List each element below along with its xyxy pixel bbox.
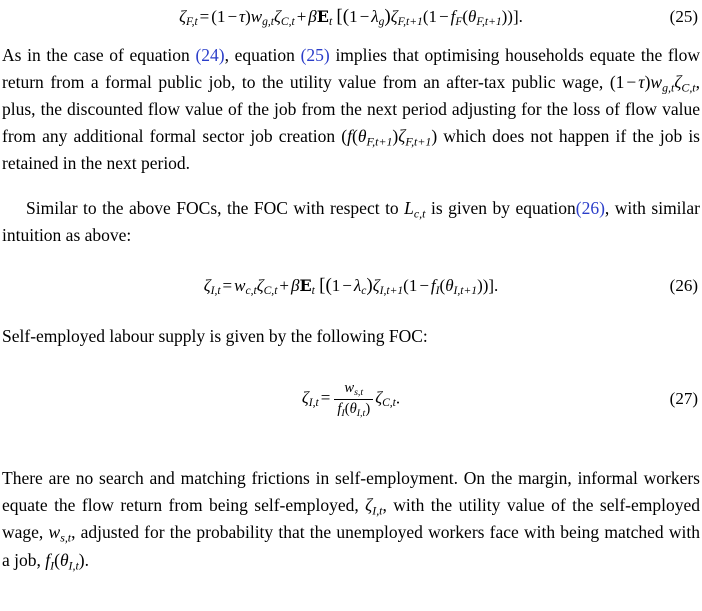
equation-26-body: $\zeta_{I,t} = w_{c,t}\zeta_{C,t} + \beta E_t$ $[(1 - \lambda_c)\zeta_{I,t+1}(1 - f_I(\theta_{I,t+1}))]$.	[203, 274, 499, 298]
paragraph-after-eq25	[2, 42, 700, 177]
paragraph-before-eq26	[2, 195, 700, 249]
equation-25-number: (25)	[669, 7, 698, 27]
p4-inline-math-2: $w_{s,t}$	[48, 522, 72, 545]
p1-text-3: implies that optimising households equate the flow return from a formal public job, to the utility value from an after-tax public wage,	[2, 45, 701, 92]
p2-text-2: is given by equation	[425, 197, 576, 218]
paper-page	[0, 6, 702, 611]
equation-ref-25[interactable]: (25)	[300, 45, 330, 66]
equation-25-row	[2, 6, 700, 28]
equation-25-body: $\zeta_{F,t} = (1 - \tau)w_{g,t}\zeta_{C,t} + \beta E_t$ $[(1 - \lambda_g)\zeta_{F,t+1}(1 - f_F(\theta_{F,t+1}))]$.	[179, 6, 523, 29]
p1-text-4: , plus, the discounted flow value of the job from the next period adjusting for the loss of flow value from any additional formal sector job creation	[2, 71, 700, 146]
p2-text-1: Similar to the above FOCs, the FOC with respect to	[26, 197, 405, 218]
fraction-ws-over-fi: $\frac{w_{s,t}}{f_I(\theta_{I,t})}$	[334, 380, 373, 419]
p2-text-3: , with similar intuition as above:	[2, 197, 701, 246]
p1-text-1: As in the case of equation	[2, 45, 196, 66]
p4-text-1: There are no search and matching frictions in self-employment. On the margin, informal workers equate the flow return from being self-employed,	[2, 468, 700, 515]
p4-inline-math-1: $\zeta_{I,t}$	[365, 494, 383, 518]
p4-text-3: , adjusted for the probability that the unemployed workers face with being matched with a job,	[2, 522, 700, 570]
equation-26-number: (26)	[669, 275, 698, 295]
p1-text-5: which does not happen if the job is retained in the next period.	[2, 125, 700, 174]
p4-text-2: , with the utility value of the self-employed wage,	[2, 494, 701, 543]
equation-ref-24[interactable]: (24)	[195, 45, 225, 66]
p1-inline-math-2: $(f(\theta_{F,t+1})\zeta_{F,t+1})$	[341, 125, 438, 149]
paragraph-before-eq27: Self-employed labour supply is given by the following FOC:	[2, 326, 428, 347]
equation-27-body: $\zeta_{I,t}$ = $\frac{w_{s,t}}{f_I(\theta_{I,t})}$ $\zeta_{C,t}$.	[301, 379, 401, 419]
p2-inline-math-1: $L_{c,t}$	[404, 197, 426, 221]
p4-inline-math-3: $f_I(\theta_{I,t})$	[45, 549, 85, 572]
equation-27-row	[2, 380, 700, 419]
paragraph-after-eq27	[2, 465, 700, 574]
equation-ref-26[interactable]: (26)	[575, 197, 605, 218]
equation-27-number: (27)	[669, 389, 698, 409]
p1-text-2: , equation	[224, 45, 301, 66]
p4-text-4: .	[84, 549, 89, 570]
p1-inline-math-1: $(1 - \tau)w_{g,t}\zeta_{C,t}$	[609, 71, 696, 95]
equation-26-row	[2, 275, 700, 297]
